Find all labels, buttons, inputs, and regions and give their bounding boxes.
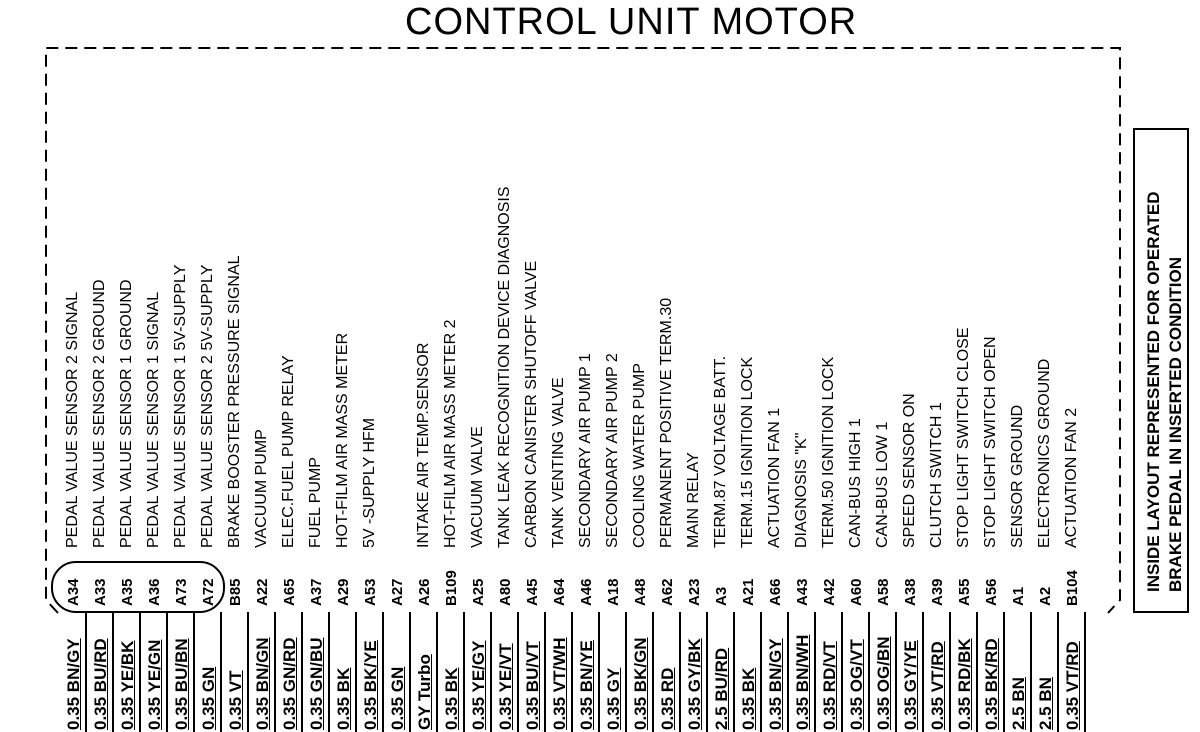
wire-label: 0.35 GY <box>604 667 623 730</box>
function-label: INTAKE AIR TEMP.SENSOR <box>415 342 432 548</box>
function-label: PERMANENT POSITIVE TERM.30 <box>658 297 675 548</box>
pin-label: A73 <box>173 578 190 606</box>
wire-label: 0.35 RD/VT <box>820 641 839 730</box>
diagram-title: CONTROL UNIT MOTOR <box>405 1 858 43</box>
pin-label: B85 <box>227 578 244 606</box>
note-line-1: INSIDE LAYOUT REPRESENTED FOR OPERATED <box>1144 191 1163 592</box>
function-label: VACUUM PUMP <box>253 429 270 548</box>
pin-label: A55 <box>956 578 973 606</box>
wire-label: 0.35 BK <box>739 667 758 730</box>
pin-label: A37 <box>308 578 325 606</box>
wire-label: 0.35 GN/RD <box>280 637 299 730</box>
wire-label: 0.35 VT/RD <box>1063 641 1082 730</box>
function-label: BRAKE BOOSTER PRESSURE SIGNAL <box>226 255 243 548</box>
wire-label: 0.35 GY/BK <box>685 638 704 730</box>
function-label: TERM.15 IGNITION LOCK <box>739 356 756 548</box>
function-label: CLUTCH SWITCH 1 <box>928 402 945 548</box>
function-label: DIAGNOSIS "K" <box>793 432 810 548</box>
function-label: CAN-BUS LOW 1 <box>874 421 891 548</box>
wire-label: 0.35 VT/RD <box>928 641 947 730</box>
pin-label: A3 <box>713 586 730 606</box>
function-label: MAIN RELAY <box>685 452 702 548</box>
wire-label: 0.35 BK/YE <box>361 640 380 730</box>
wire-label: 0.35 BU/BN <box>172 638 191 730</box>
pin-label: B104 <box>1064 570 1081 606</box>
pin-label: A62 <box>659 578 676 606</box>
wire-label: 0.35 VT/WH <box>550 637 569 730</box>
pin-label: A18 <box>605 578 622 606</box>
pin-label: B109 <box>443 570 460 606</box>
function-label: SENSOR GROUND <box>1009 404 1026 548</box>
function-label: CARBON CANISTER SHUTOFF VALVE <box>523 260 540 548</box>
pin-label: A27 <box>389 578 406 606</box>
pin-label: A43 <box>794 578 811 606</box>
pin-label: A23 <box>686 578 703 606</box>
function-label: TERM.50 IGNITION LOCK <box>820 356 837 548</box>
pin-label: A33 <box>92 578 109 606</box>
pin-label: A21 <box>740 578 757 606</box>
wire-label: 0.35 BK/RD <box>982 638 1001 730</box>
wire-label: GY Turbo <box>415 654 434 730</box>
pin-label: A58 <box>875 578 892 606</box>
pin-label: A56 <box>983 578 1000 606</box>
pin-label: A26 <box>416 578 433 606</box>
wire-label: 2.5 BN <box>1009 677 1028 730</box>
function-label: SECONDARY AIR PUMP 2 <box>604 353 621 548</box>
wire-label: 0.35 BU/RD <box>91 638 110 730</box>
wire-label: 0.35 BK <box>442 667 461 730</box>
function-label: SECONDARY AIR PUMP 1 <box>577 353 594 548</box>
pin-label: A65 <box>281 578 298 606</box>
wire-label: 0.35 OG/VT <box>847 639 866 730</box>
function-label: STOP LIGHT SWITCH OPEN <box>982 336 999 548</box>
wire-label: 0.35 BK <box>334 667 353 730</box>
wire-label: 2.5 BN <box>1036 677 1055 730</box>
function-label: ELECTRONICS GROUND <box>1036 358 1053 548</box>
function-label: SPEED SENSOR ON <box>901 393 918 548</box>
pin-label: A39 <box>929 578 946 606</box>
function-label: STOP LIGHT SWITCH CLOSE <box>955 327 972 548</box>
pin-label: A29 <box>335 578 352 606</box>
pin-label: A80 <box>497 578 514 606</box>
wire-label: 0.35 YE/BK <box>118 640 137 730</box>
wire-label: 0.35 VT <box>226 670 245 730</box>
wire-label: 0.35 BK/GN <box>631 637 650 730</box>
function-label: COOLING WATER PUMP <box>631 363 648 548</box>
pin-label: A1 <box>1010 586 1027 606</box>
pin-label: A66 <box>767 578 784 606</box>
wire-label: 0.35 BN/YE <box>577 640 596 730</box>
pin-label: A53 <box>362 578 379 606</box>
note-line-2: BRAKE PEDAL IN INSERTED CONDITION <box>1166 257 1185 592</box>
wire-label: 0.35 YE/GN <box>145 639 164 730</box>
function-label: PEDAL VALUE SENSOR 1 GROUND <box>118 279 135 548</box>
pin-label: A72 <box>200 578 217 606</box>
function-label: HOT-FILM AIR MASS METER <box>334 332 351 548</box>
pin-label: A42 <box>821 578 838 606</box>
pin-label: A64 <box>551 578 568 606</box>
wire-label: 0.35 OG/BN <box>874 636 893 730</box>
function-label: VACUUM VALVE <box>469 426 486 548</box>
wire-label: 0.35 YE/VT <box>496 643 515 730</box>
pin-label: A35 <box>119 578 136 606</box>
pin-label: A25 <box>470 578 487 606</box>
pin-label: A34 <box>65 578 82 606</box>
pin-label: A2 <box>1037 586 1054 606</box>
function-label: HOT-FILM AIR MASS METER 2 <box>442 319 459 548</box>
wire-label: 0.35 BN/GN <box>253 637 272 730</box>
function-label: PEDAL VALUE SENSOR 1 5V-SUPPLY <box>172 264 189 548</box>
wire-label: 2.5 BU/RD <box>712 647 731 730</box>
function-label: PEDAL VALUE SENSOR 2 5V-SUPPLY <box>199 264 216 548</box>
function-label: CAN-BUS HIGH 1 <box>847 418 864 548</box>
pin-label: A60 <box>848 578 865 606</box>
wire-label: 0.35 BN/GY <box>766 638 785 730</box>
function-label: TANK LEAK RECOGNITION DEVICE DIAGNOSIS <box>496 186 513 548</box>
function-label: PEDAL VALUE SENSOR 2 GROUND <box>91 279 108 548</box>
wire-label: 0.35 BN/WH <box>793 634 812 730</box>
function-label: PEDAL VALUE SENSOR 2 SIGNAL <box>64 291 81 548</box>
function-label: TANK VENTING VALVE <box>550 377 567 548</box>
wire-label: 0.35 GN <box>199 666 218 730</box>
wire-label: 0.35 RD <box>658 667 677 730</box>
wire-label: 0.35 RD/BK <box>955 638 974 730</box>
pin-label: A46 <box>578 578 595 606</box>
wire-label: 0.35 BU/VT <box>523 641 542 730</box>
wire-label: 0.35 YE/GY <box>469 640 488 730</box>
pin-label: A45 <box>524 578 541 606</box>
pin-label: A22 <box>254 578 271 606</box>
function-label: 5V -SUPPLY HFM <box>361 417 378 548</box>
function-label: ELEC.FUEL PUMP RELAY <box>280 355 297 548</box>
function-label: PEDAL VALUE SENSOR 1 SIGNAL <box>145 291 162 548</box>
function-label: ACTUATION FAN 1 <box>766 407 783 548</box>
wire-label: 0.35 GN <box>388 666 407 730</box>
function-label: FUEL PUMP <box>307 457 324 548</box>
pin-label: A38 <box>902 578 919 606</box>
wire-label: 0.35 GY/YE <box>901 640 920 730</box>
pin-label: A36 <box>146 578 163 606</box>
function-label: ACTUATION FAN 2 <box>1063 407 1080 548</box>
wire-label: 0.35 GN/BU <box>307 637 326 730</box>
function-label: TERM.87 VOLTAGE BATT. <box>712 355 729 548</box>
pin-label: A48 <box>632 578 649 606</box>
wire-label: 0.35 BN/GY <box>64 638 83 730</box>
